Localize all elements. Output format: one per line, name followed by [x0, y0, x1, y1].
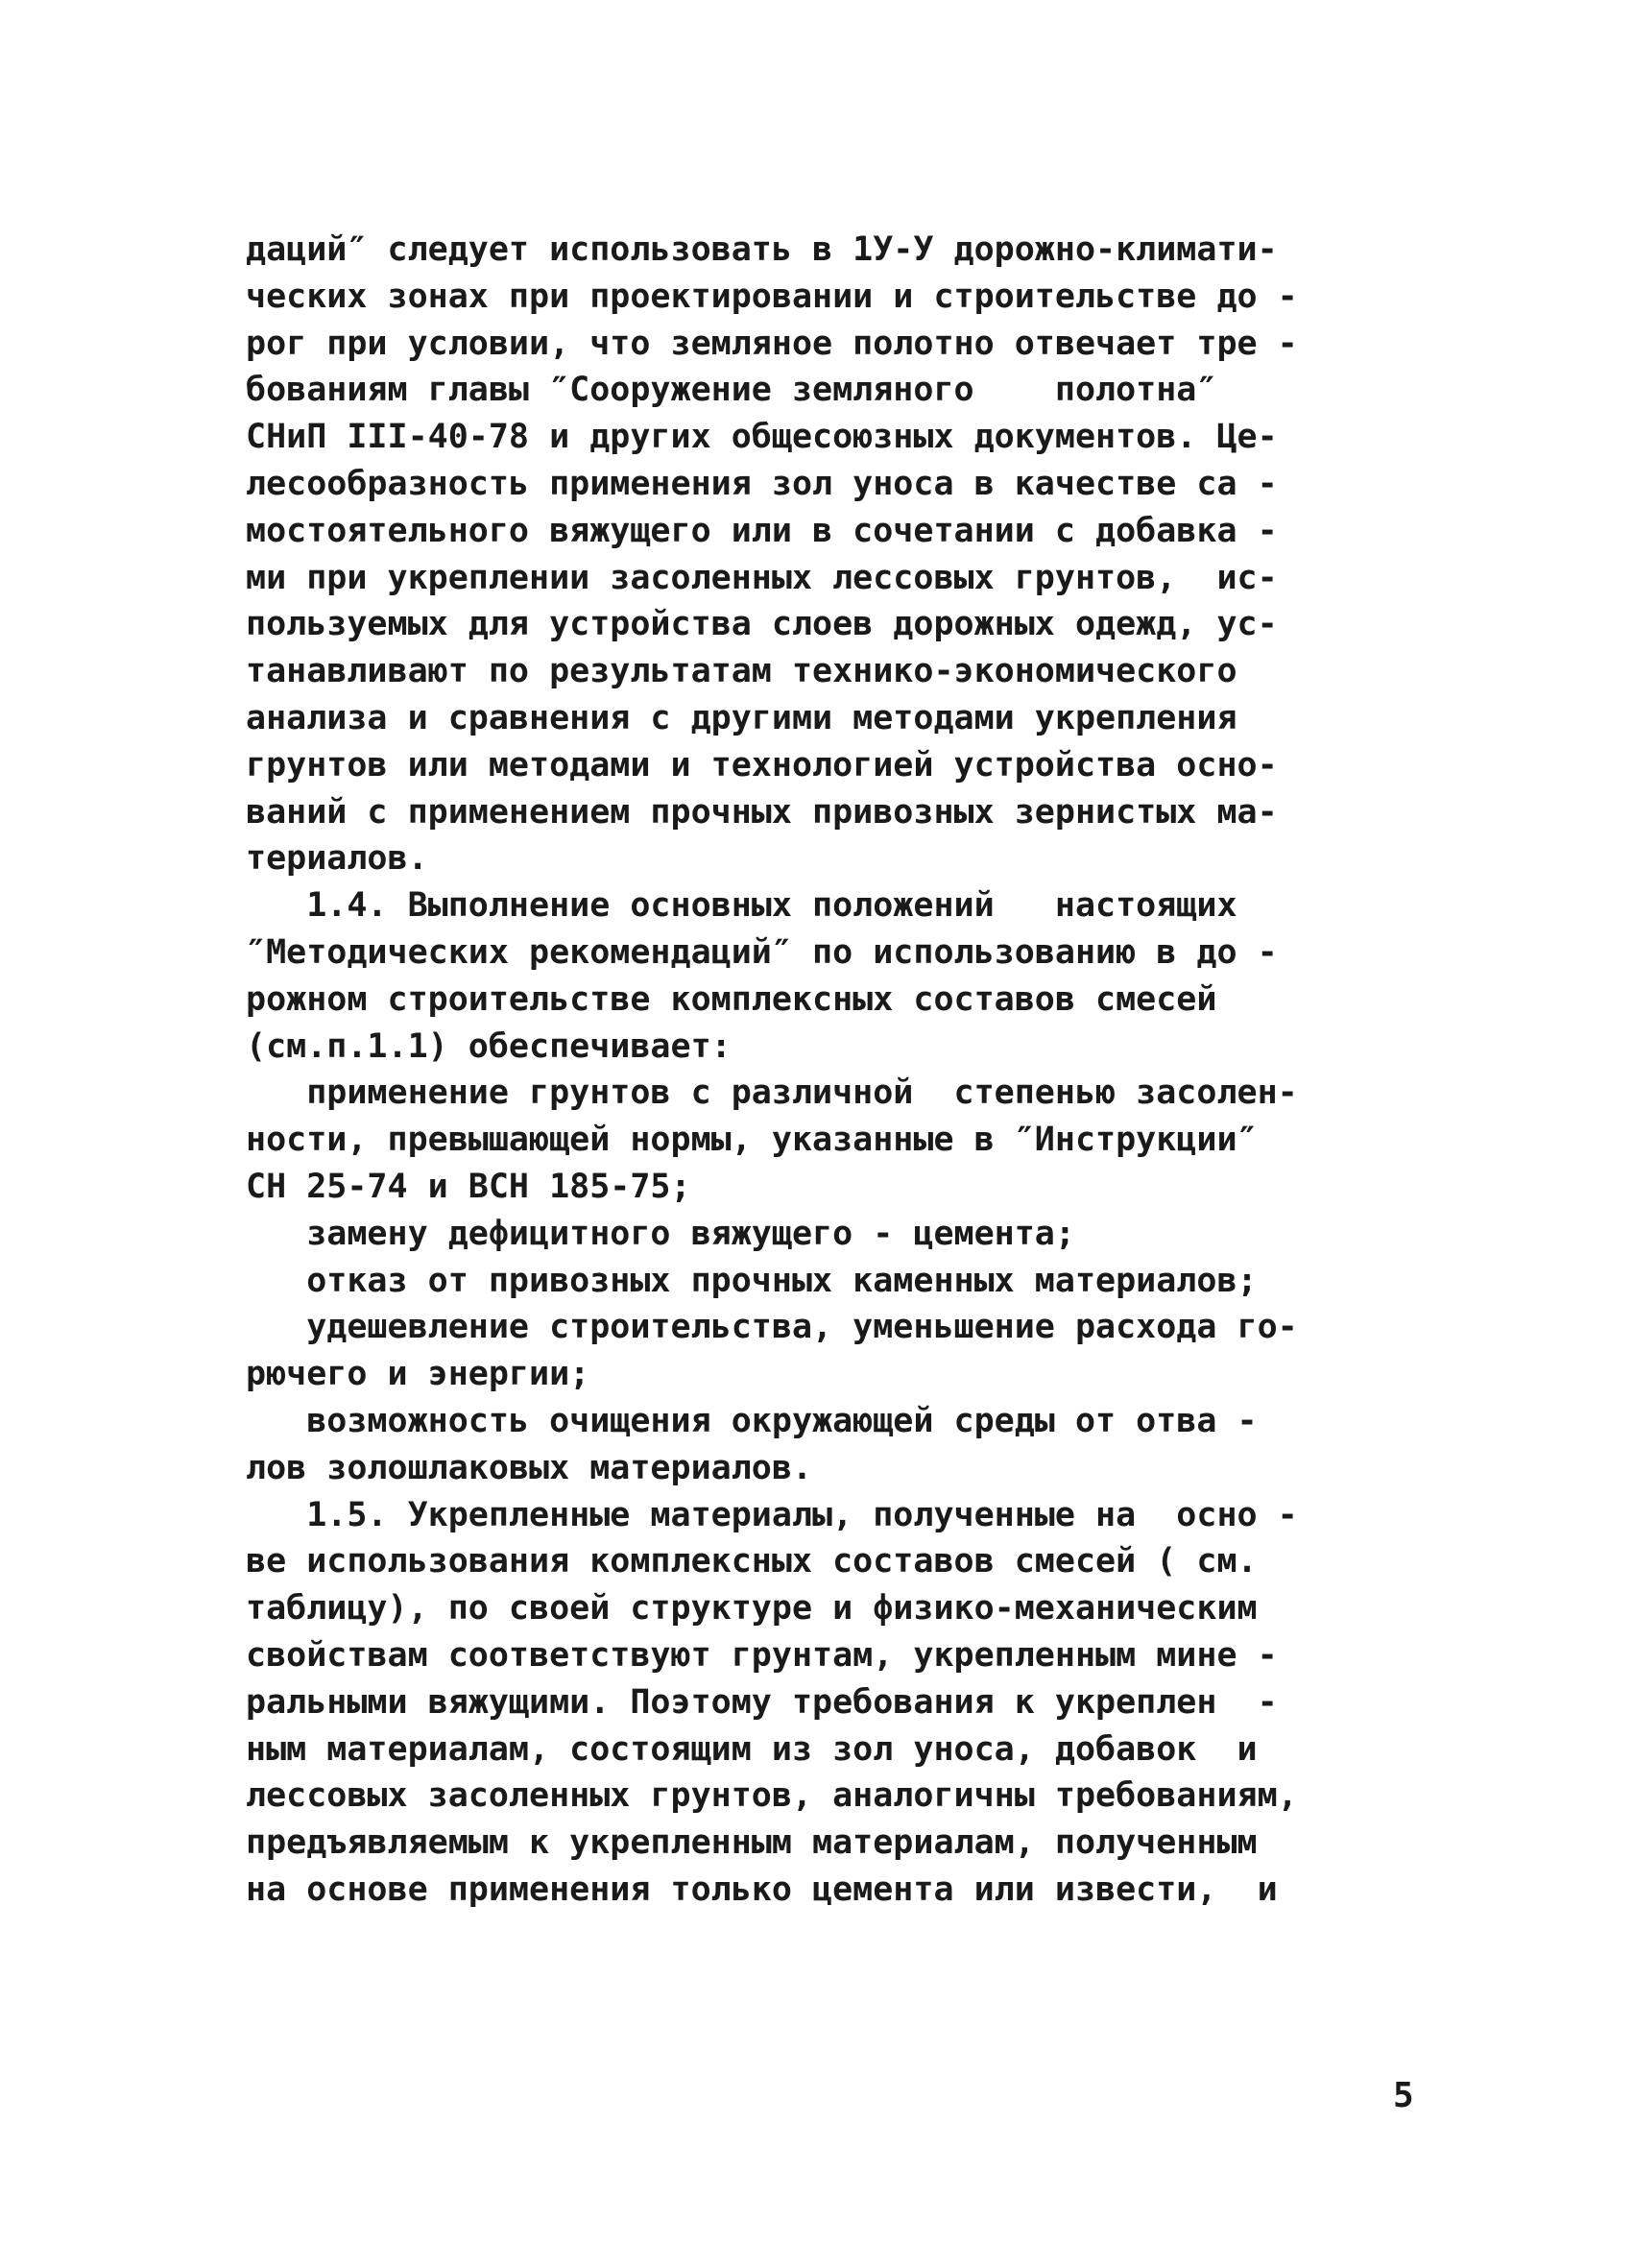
text-line: лов золошлаковых материалов. [246, 1448, 813, 1487]
text-line: СНиП III-40-78 и других общесоюзных документов. Це- [246, 418, 1278, 457]
list-item-line: замену дефицитного вяжущего - цемента; [246, 1214, 1075, 1253]
text-line: танавливают по результатам технико-экономического [246, 652, 1237, 691]
text-line: мостоятельного вяжущего или в сочетании с добавка - [246, 511, 1278, 550]
text-line: лесообразность применения зол уноса в качестве са - [246, 464, 1278, 503]
text-line: ральными вяжущими. Поэтому требования к укреплен - [246, 1682, 1278, 1722]
text-line: предъявляемым к укрепленным материалам, полученным [246, 1823, 1258, 1863]
list-item-line: возможность очищения окружающей среды от отва - [246, 1401, 1258, 1440]
text-line: грунтов или методами и технологией устройства осно- [246, 745, 1278, 784]
text-line: ности, превышающей нормы, указанные в ″Инструкции″ [246, 1121, 1258, 1160]
section-heading-line: 1.5. Укрепленные материалы, полученные на осно - [246, 1495, 1298, 1534]
section-heading-line: 1.4. Выполнение основных положений настоящих [246, 886, 1237, 926]
text-line: лессовых засоленных грунтов, аналогичны требованиям, [246, 1776, 1298, 1816]
body-text [246, 227, 1436, 1914]
text-line: рожном строительстве комплексных составов смесей [246, 979, 1217, 1019]
page-number: 5 [1393, 2076, 1414, 2115]
text-line: таблицу), по своей структуре и физико-механическим [246, 1589, 1258, 1629]
text-line: ваний с применением прочных привозных зернистых ма- [246, 792, 1278, 832]
text-line: ми при укреплении засоленных лессовых грунтов, ис- [246, 558, 1278, 597]
text-line: даций″ следует использовать в 1У-У дорожно-климати- [246, 230, 1278, 269]
text-line: ным материалам, состоящим из зол уноса, добавок и [246, 1729, 1258, 1769]
text-line: (см.п.1.1) обеспечивает: [246, 1026, 732, 1066]
text-line: свойствам соответствуют грунтам, укрепленным мине - [246, 1635, 1278, 1675]
text-line: пользуемых для устройства слоев дорожных одежд, ус- [246, 605, 1278, 644]
text-line: рог при условии, что земляное полотно отвечает тре - [246, 324, 1298, 363]
list-item-line: применение грунтов с различной степенью засолен- [246, 1074, 1298, 1113]
text-line: бованиям главы ″Сооружение земляного полотна″ [246, 371, 1217, 410]
text-line: ческих зонах при проектировании и строительстве до - [246, 277, 1298, 316]
list-item-line: отказ от привозных прочных каменных материалов; [246, 1261, 1258, 1300]
text-line: ″Методических рекомендаций″ по использованию в до - [246, 932, 1278, 972]
text-line: на основе применения только цемента или извести, и [246, 1870, 1278, 1909]
text-line: СН 25-74 и ВСН 185-75; [246, 1167, 691, 1206]
list-item-line: удешевление строительства, уменьшение расхода го- [246, 1308, 1298, 1347]
text-line: ве использования комплексных составов смесей ( см. [246, 1542, 1258, 1581]
text-line: анализа и сравнения с другими методами укрепления [246, 698, 1237, 737]
text-line: рючего и энергии; [246, 1355, 590, 1394]
text-line: териалов. [246, 839, 428, 879]
